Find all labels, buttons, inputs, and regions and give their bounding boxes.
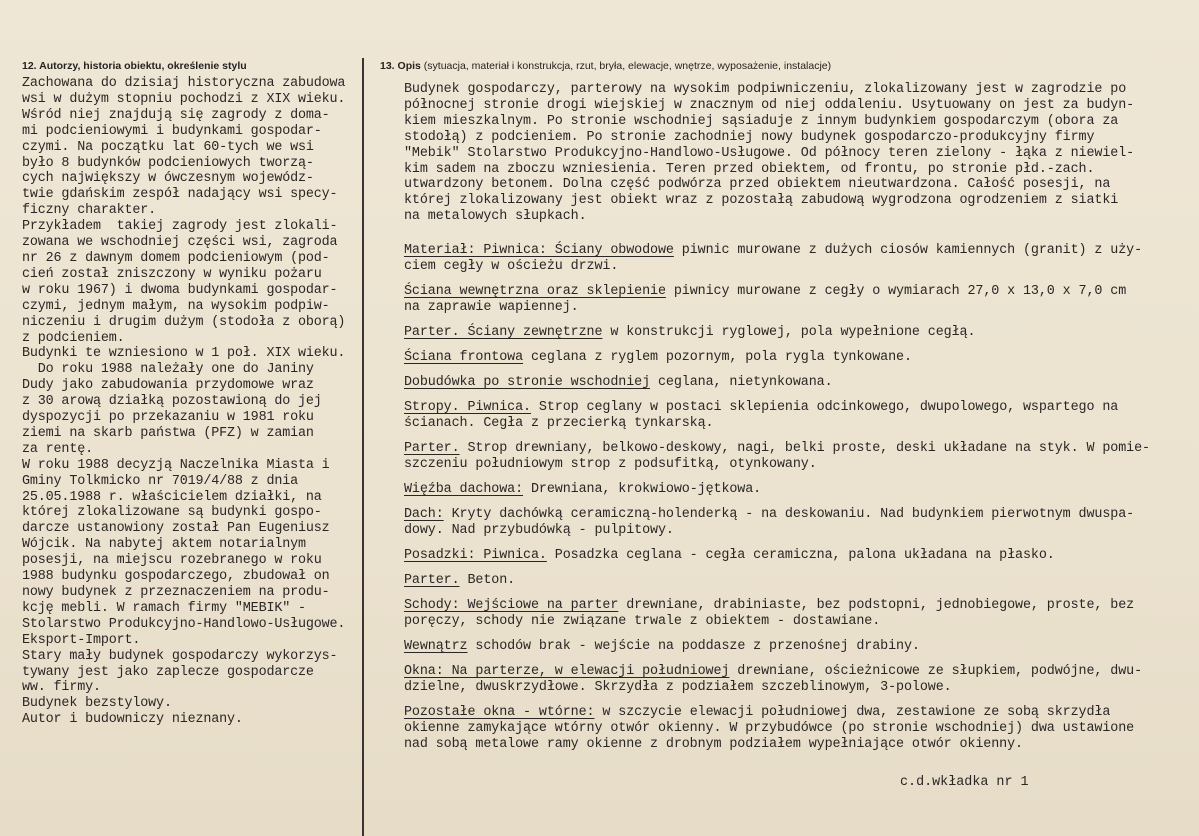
- entry-label: Dobudówka po stronie wschodniej: [404, 375, 651, 390]
- entry-text: Strop drewniany, belkowo-deskowy, nagi, belki proste, deski układane na styk. W pomie- szczeniu południowym strop z podsufitką, otynkowany.: [404, 441, 1150, 472]
- section-12-header: [22, 60, 367, 72]
- description-entry: [404, 284, 1126, 316]
- entry-label: Okna: Na parterze, w elewacji południowej: [404, 664, 730, 679]
- section-13-title-bold: Opis: [397, 60, 421, 72]
- description-entry: [404, 482, 761, 498]
- section-12-body: Zachowana do dzisiaj historyczna zabudowa wsi w dużym stopniu pochodzi z XIX wieku. Wśród niej znajdują się zagrody z doma- mi podcieniowymi i budynkami gospodar- czymi. Na początku lat 60-tych we wsi było 8 budynków podcieniowych tworzą- cych największy w ówczesnym wojewódz- twie gdańskim zespół nadający wsi specy- ficzny charakter. Przykładem takiej zagrody jest zlokali- zowana we wschodniej części wsi, zagroda nr 26 z dawnym domem podcieniowym (pod- cień został zniszczony w wyniku pożaru w roku 1967) i dwoma budynkami gospodar- czymi, jednym małym, na wysokim podpiw- niczeniu i drugim dużym (stodoła z oborą) z podcieniem. Budynki te wzniesiono w 1 poł. XIX wieku. Do roku 1988 należały one do Janiny Dudy jako zabudowania przydomowe wraz z 30 arową działką pozostawioną do jej dyspozycji po przekazaniu w 1981 roku ziemi na skarb państwa (PFZ) w zamian za rentę. W roku 1988 decyzją Naczelnika Miasta i Gminy Tolkmicko nr 7019/4/88 z dnia 25.05.1988 r. właścicielem działki, na której zlokalizowane są budynki gospo- darcze ustanowiony został Pan Eugeniusz Wójcik. Na nabytej aktem notarialnym posesji, na miejscu rozebranego w roku 1988 budynku gospodarczego, zbudował on nowy budynek z przeznaczeniem na produ- kcję mebli. W ramach firmy "MEBIK" - Stolarstwo Produkcyjno-Handlowo-Usługowe. Eksport-Import. Stary mały budynek gospodarczy wykorzys- tywany jest jako zaplecze gospodarcze ww. firmy. Budynek bezstylowy. Autor i budowniczy nieznany.: [22, 76, 346, 728]
- section-13: [380, 60, 1180, 752]
- entry-label: Pozostałe okna - wtórne:: [404, 705, 595, 720]
- entry-text: drewniane, ościeżnicowe ze słupkiem, podwójne, dwu- dzielne, dwuskrzydłowe. Skrzydła z podziałem szczeblinowym, 3-polowe.: [404, 664, 1143, 695]
- entry-text: schodów brak - wejście na poddasze z przenośnej drabiny.: [467, 639, 920, 654]
- entry-text: w szczycie elewacji południowej dwa, zestawione ze sobą skrzydła okienne zamykające wtórny otwór okienny. W przybudówce (po stronie wschodniej) dwa ustawione nad sobą metalowe ramy okienne z drobnym podziałem wypełniające otwór okienny.: [404, 705, 1135, 752]
- description-entry: [404, 400, 1118, 432]
- description-entry: [404, 639, 920, 655]
- entry-label: Ściana frontowa: [404, 350, 524, 365]
- description-entry: [404, 548, 1055, 564]
- description-entry: [404, 598, 1134, 630]
- description-entry: [404, 507, 1134, 539]
- section-13-intro: Budynek gospodarczy, parterowy na wysokim podpiwniczeniu, zlokalizowany jest w zagrodzie po północnej stronie drogi wiejskiej w znacznym od niej oddaleniu. Usytuowany on jest za budyn- kiem mieszkalnym. Po stronie wschodniej sąsiaduje z innym budynkiem gospodarczym (obora za stodołą) z podcieniem. Po stronie zachodniej nowy budynek gospodarczo-produkcyjny firmy "Mebik" Stolarstwo Produkcyjno-Handlowo-Usługowe. Od północy teren zielony - łąka z niewiel- kim sadem na zboczu wzniesienia. Teren przed obiektem, od frontu, po stronie płd.-zach. utwardzony betonem. Dolna część podwórza przed obiektem nieutwardzona. Całość posesji, na której zlokalizowany jest obiekt wraz z pozostałą zabudową wygrodzona ogrodzeniem z siatki na metalowych słupkach.: [404, 82, 1135, 225]
- description-entry: [404, 441, 1150, 473]
- entry-label: Posadzki: Piwnica.: [404, 548, 547, 563]
- entry-text: Beton.: [459, 573, 516, 588]
- entry-label: Dach:: [404, 507, 444, 522]
- continuation-note: c.d.wkładka nr 1: [900, 775, 1029, 790]
- description-entry: [404, 243, 1142, 275]
- entry-text: Drewniana, krokwiowo-jętkowa.: [523, 482, 762, 497]
- entry-text: w konstrukcji ryglowej, pola wypełnione cegłą.: [602, 325, 976, 340]
- description-entry: [404, 325, 975, 341]
- entry-text: Posadzka ceglana - cegła ceramiczna, palona układana na płasko.: [546, 548, 1055, 563]
- entry-text: Strop ceglany w postaci sklepienia odcinkowego, dwupolowego, wspartego na ścianach. Cegła z przecierką tynkarską.: [404, 400, 1119, 431]
- entry-text: drewniane, drabiniaste, bez podstopni, jednobiegowe, proste, bez poręczy, schody nie związane trwale z obiektem - dostawiane.: [404, 598, 1135, 629]
- entry-label: Parter.: [404, 441, 460, 456]
- description-entry: [404, 573, 515, 589]
- entry-label: Więźba dachowa:: [404, 482, 524, 497]
- entry-text: piwnic murowane z dużych ciosów kamiennych (granit) z uży- ciem cegły w ościeżu drzwi.: [404, 243, 1143, 274]
- section-12-title: Autorzy, historia obiektu, określenie stylu: [39, 60, 247, 72]
- entry-label: Wewnątrz: [404, 639, 468, 654]
- entry-text: piwnicy murowane z cegły o wymiarach 27,0 x 13,0 x 7,0 cm na zaprawie wapiennej.: [404, 284, 1127, 315]
- description-entry: [404, 350, 912, 366]
- entry-label: Materiał: Piwnica: Ściany obwodowe: [404, 243, 674, 258]
- entry-label: Ściana wewnętrzna oraz sklepienie: [404, 284, 666, 299]
- entry-text: Kryty dachówką ceramiczną-holenderką - na deskowaniu. Nad budynkiem pierwotnym dwuspa- dowy. Nad przybudówką - pulpitowy.: [404, 507, 1135, 538]
- entry-label: Parter.: [404, 573, 460, 588]
- section-13-number: 13.: [380, 60, 395, 72]
- section-13-title: (sytuacja, materiał i konstrukcja, rzut, bryła, elewacje, wnętrze, wyposażenie, instalacje): [423, 60, 832, 72]
- entry-label: Stropy. Piwnica.: [404, 400, 531, 415]
- entry-text: ceglana z ryglem pozornym, pola rygla tynkowane.: [523, 350, 912, 365]
- description-entry: [404, 664, 1142, 696]
- description-entry: [404, 375, 833, 391]
- section-13-header: [380, 60, 1180, 72]
- entry-label: Schody: Wejściowe na parter: [404, 598, 619, 613]
- section-12: [22, 60, 367, 728]
- section-12-number: 12.: [22, 60, 37, 72]
- entry-text: ceglana, nietynkowana.: [650, 375, 833, 390]
- entry-label: Parter. Ściany zewnętrzne: [404, 325, 603, 340]
- description-entry: [404, 705, 1134, 753]
